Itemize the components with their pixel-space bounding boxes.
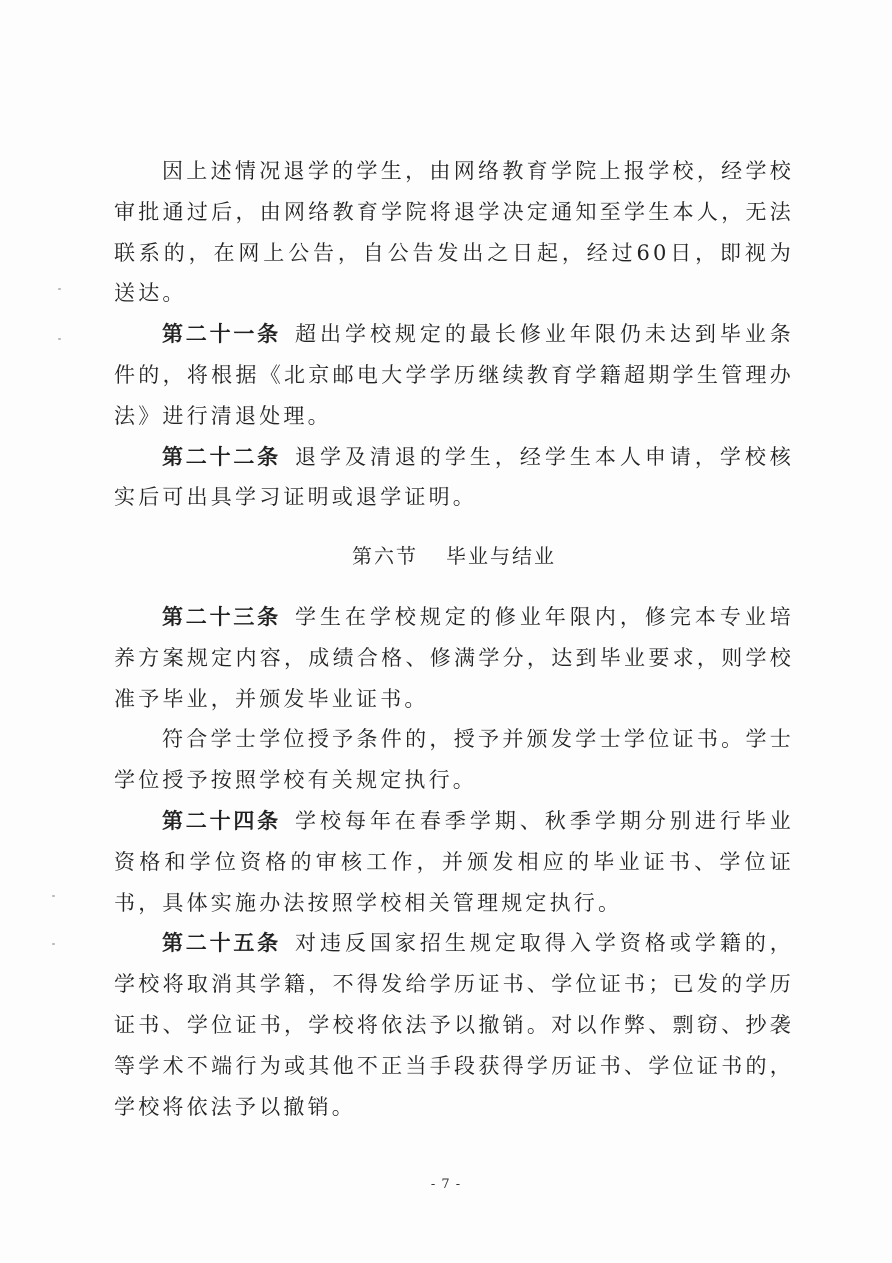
paragraph-article-25 xyxy=(114,923,794,1127)
section-title: 毕业与结业 xyxy=(446,544,556,569)
article-number: 第二十一条 xyxy=(162,322,281,347)
scan-speck xyxy=(52,895,55,897)
paragraph-text: 退学及清退的学生，经学生本人申请，学校核实后可出具学习证明或退学证明。 xyxy=(114,444,795,510)
article-number: 第二十二条 xyxy=(162,444,281,469)
paragraph-article-22 xyxy=(114,437,794,519)
scan-speck xyxy=(52,943,55,945)
paragraph-article-21 xyxy=(114,314,794,436)
paragraph-article-24 xyxy=(114,801,794,923)
document-body xyxy=(114,151,794,1127)
paragraph-text: 对违反国家招生规定取得入学资格或学籍的，学校将取消其学籍，不得发给学历证书、学位证书；已发的学历证书、学位证书，学校将依法予以撤销。对以作弊、剽窃、抄袭等学术不端行为或其他不正当手段获得学历证书、学位证书的，学校将依法予以撤销。 xyxy=(114,931,795,1119)
paragraph-article-23 xyxy=(114,597,794,719)
section-number: 第六节 xyxy=(352,544,418,569)
paragraph-withdrawal-notice xyxy=(114,151,794,314)
article-number: 第二十四条 xyxy=(162,808,281,833)
paragraph-text: 因上述情况退学的学生，由网络教育学院上报学校，经学校审批通过后，由网络教育学院将退学决定通知至学生本人，无法联系的，在网上公告，自公告发出之日起，经过60日，即视为送达。 xyxy=(114,159,794,306)
paragraph-text: 超出学校规定的最长修业年限仍未达到毕业条件的，将根据《北京邮电大学学历继续教育学籍超期学生管理办法》进行清退处理。 xyxy=(114,322,795,428)
scan-speck xyxy=(58,288,61,290)
paragraph-text: 符合学士学位授予条件的，授予并颁发学士学位证书。学士学位授予按照学校有关规定执行。 xyxy=(114,727,794,793)
paragraph-text: 学生在学校规定的修业年限内，修完本专业培养方案规定内容，成绩合格、修满学分，达到毕业要求，则学校准予毕业，并颁发毕业证书。 xyxy=(114,604,795,711)
article-number: 第二十五条 xyxy=(162,931,281,956)
paragraph-text: 学校每年在春季学期、秋季学期分别进行毕业资格和学位资格的审核工作，并颁发相应的毕业证书、学位证书，具体实施办法按照学校相关管理规定执行。 xyxy=(114,808,795,915)
paragraph-degree-conditions xyxy=(114,719,794,801)
scan-speck xyxy=(58,338,61,340)
page-number: - 7 - xyxy=(430,1177,462,1192)
section-heading xyxy=(114,536,794,577)
article-number: 第二十三条 xyxy=(162,604,281,629)
